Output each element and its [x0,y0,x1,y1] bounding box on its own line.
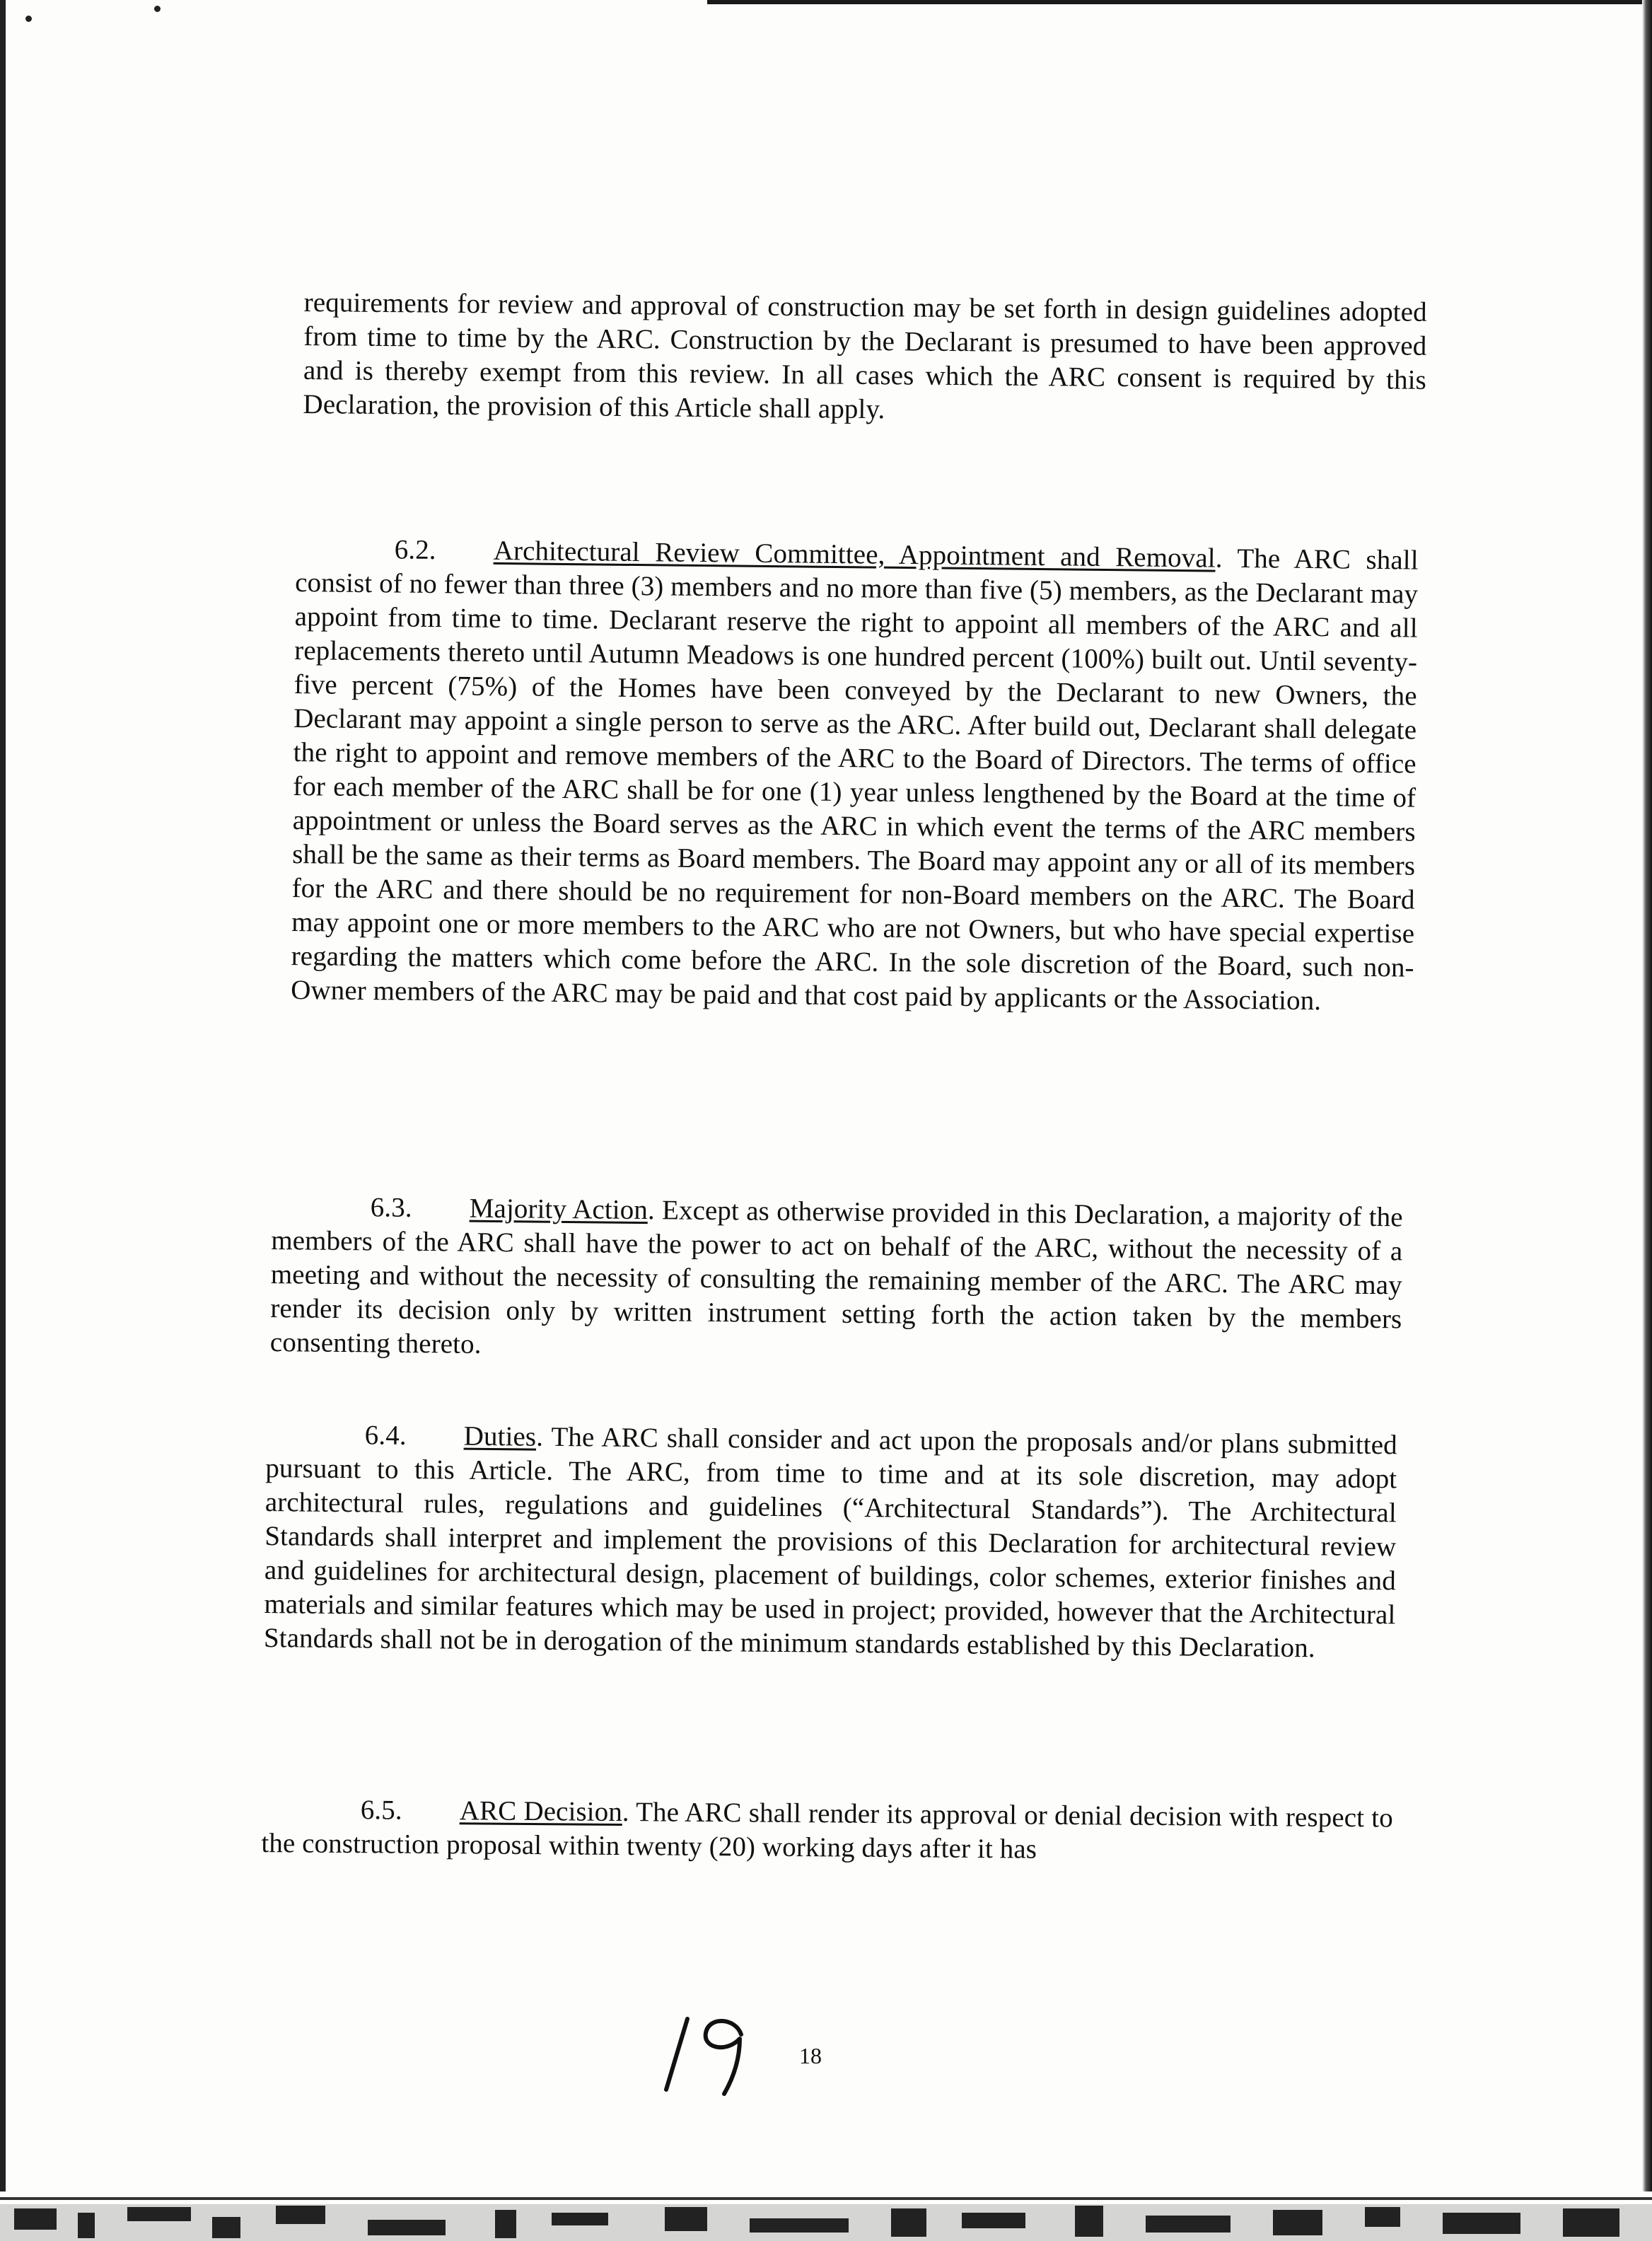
scan-speck [154,6,161,12]
section-6-5-paragraph [261,1793,1393,1870]
scan-right-edge [1642,0,1652,2241]
section-heading: ARC Decision [459,1795,623,1828]
section-number: 6.4. [364,1420,407,1451]
section-body: . The ARC shall consider and act upon the proposals and/or plans submitted pursuant to this Article. The ARC, from time to time and at its sole discretion, may adopt architectural rules, regulations and guidelines (“Architectural Standards”). The Architectural Standards shall interpret and implement the provisions of this Declaration for architectural review and guidelines for architectural design, placement of buildings, color schemes, exterior finishes and materials and similar features which may be used in project; provided, however that the Architectural Standards shall not be in derogation of the minimum standards established by this Declaration. [263,1421,1397,1664]
section-body: . The ARC shall consist of no fewer than three (3) members and no more than five (5) members, as the Declarant may appoint from time to time. Declarant reserve the right to appoint all members of the ARC and all replacements thereto until Autumn Meadows is one hundred percent (100%) built out. Until seventy-five percent (75%) of the Homes have been conveyed by the Declarant to new Owners, the Declarant may appoint a single person to serve as the ARC. After build out, Declarant shall delegate the right to appoint and remove members of the ARC to the Board of Directors. The terms of office for each member of the ARC shall be for one (1) year unless lengthened by the Board at the time of appointment or unless the Board serves as the ARC in which event the terms of the ARC members shall be the same as their terms as Board members. The Board may appoint any or all of its members for the ARC and there should be no requirement for non-Board members on the ARC. The Board may appoint one or more members to the ARC who are not Owners, but who have special expertise regarding the matters which come before the ARC. In the sole discretion of the Board, such non-Owner members of the ARC may be paid and that cost paid by applicants or the Association. [290,543,1419,1017]
scan-left-edge [0,0,6,2241]
section-6-4-paragraph [264,1418,1397,1666]
printed-page-number: 18 [799,2043,822,2068]
section-number: 6.5. [360,1795,402,1826]
section-6-3-paragraph [270,1190,1403,1370]
scan-top-edge [707,0,1652,4]
section-body: . The ARC shall render its approval or denial decision with respect to the construction proposal within twenty (20) working days after it has [261,1797,1393,1865]
handwritten-page-number [656,2006,769,2098]
scan-bottom-noise [0,2191,1652,2241]
continuation-paragraph: requirements for review and approval of construction may be set forth in design guidelines adopted from time to time by the ARC. Construction by the Declarant is presumed to have been approved and is thereby exempt from this review. In all cases which the ARC consent is required by this Declaration, the provision of this Article shall apply. [303,286,1427,425]
section-number: 6.2. [394,534,436,566]
section-heading: Duties [463,1420,537,1452]
section-heading: Majority Action [469,1193,648,1226]
section-heading: Architectural Review Committee, Appointment and Removal [493,535,1216,574]
scan-speck [25,16,32,22]
section-6-2-paragraph [291,532,1419,1019]
section-number: 6.3. [370,1192,412,1223]
section-body: . Except as otherwise provided in this Declaration, a majority of the members of the ARC shall have the power to act on behalf of the ARC, without the necessity of a meeting and without the necessity of consulting the remaining member of the ARC. The ARC may render its decision only by written instrument setting forth the action taken by the members consenting thereto. [269,1195,1403,1360]
